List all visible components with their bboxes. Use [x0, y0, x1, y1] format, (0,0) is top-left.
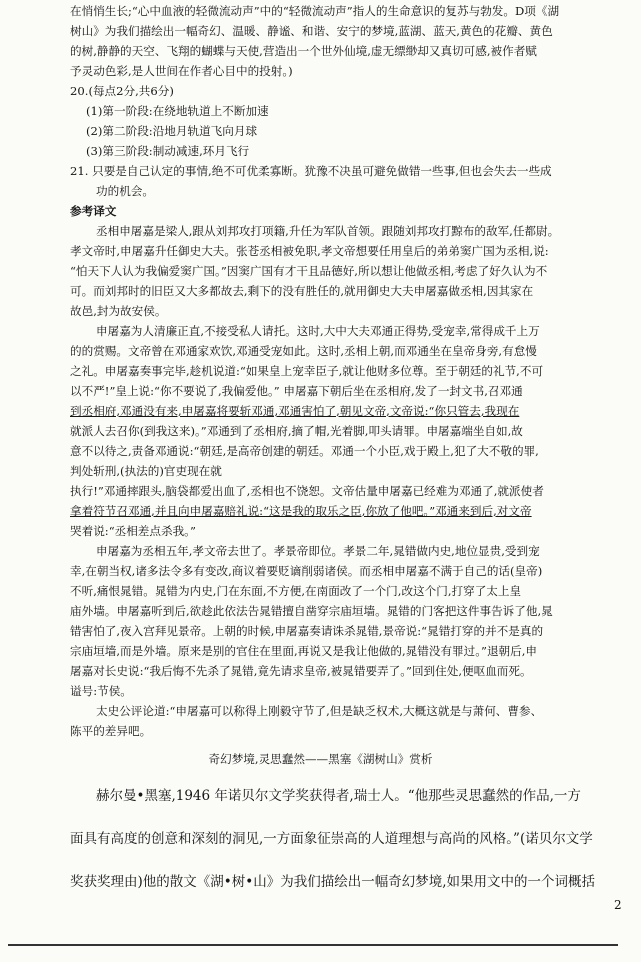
answer-item: (3)第三阶段:制动减速,环月飞行 — [86, 144, 250, 158]
text-line: 屠嘉对长史说:“我后悔不先杀了晁错,竟先请求皇帝,被晁错要弄了。”回到住处,便呕血而死。 — [70, 664, 532, 678]
text-line: 丞相申屠嘉是梁人,跟从刘邦攻打项籍,升任为军队首领。跟随刘邦攻打黥布的敌军,任都尉。 — [96, 224, 560, 238]
text-line: 的树,静静的天空、飞翔的蝴蝶与天使,营造出一个世外仙境,虚无缥缈却又真切可感,被作者赋 — [70, 44, 537, 58]
answer-item: (1)第一阶段:在绕地轨道上不断加速 — [86, 104, 269, 118]
text-line: 故邑,封为故安侯。 — [70, 304, 167, 318]
text-line: 申屠嘉为丞相五年,孝文帝去世了。孝景帝即位。孝景二年,晁错做内史,地位显贵,受到宠 — [96, 544, 540, 558]
answer-item: (2)第二阶段:沿地月轨道飞向月球 — [86, 124, 258, 138]
text-line: 到丞相府,邓通没有来,申屠嘉将要斩邓通,邓通害怕了,朝见文帝,文帝说:“你只管去,我现在 — [70, 404, 520, 418]
text-line: 孝文帝时,申屠嘉升任御史大夫。张苍丞相被免职,孝文帝想要任用皇后的弟弟窦广国为丞相,说: — [70, 244, 549, 258]
text-line: 就派人去召你(到我这来)。”邓通到了丞相府,摘了帽,光着脚,叩头请罪。申屠嘉端坐自如,故 — [70, 424, 523, 438]
text-line: 树山》为我们描绘出一幅奇幻、温暖、静谧、和谐、安宁的梦境,蓝湖、蓝天,黄色的花瓣、黄色 — [70, 24, 553, 38]
page-number: 2 — [614, 898, 622, 912]
text-line: 功的机会。 — [96, 184, 154, 198]
text-line: 的的赏赐。文帝曾在邓通家欢饮,邓通受宠如此。这时,丞相上朝,而邓通坐在皇帝身旁,有怠慢 — [70, 344, 537, 358]
text-line: 不听,痛恨晁错。晁错为内史,门在东面,不方便,在南面改了一个门,改这个门,打穿了太上皇 — [70, 584, 522, 598]
text-line: 21. 只要是自己认定的事情,绝不可优柔寡断。犹豫不决虽可避免做错一些事,但也会失去一些成 — [70, 164, 552, 178]
text-line: 以不严!”皇上说:“你不要说了,我偏爱他。” 申屠嘉下朝后坐在丞相府,发了一封文书,召邓通 — [70, 384, 523, 398]
text-line: 幸,在朝当权,诸多法令多有变改,商议着要贬谪削弱诸侯。而丞相申屠嘉不满于自己的话(皇帝) — [70, 564, 543, 578]
text-line: 赫尔曼•黑塞,1946 年诺贝尔文学奖获得者,瑞士人。“他那些灵思蠢然的作品,一方 — [96, 788, 581, 804]
text-line: 庙外墙。申屠嘉听到后,欲趁此依法告晁错擅自凿穿宗庙垣墙。晁错的门客把这件事告诉了他,晁 — [70, 604, 553, 618]
text-line: 意不以待之,责备邓通说:“朝廷,是高帝创建的朝廷。邓通一个小臣,戏于殿上,犯了大不敬的罪, — [70, 444, 539, 458]
text-line: 陈平的差异吧。 — [70, 724, 152, 738]
text-line: 判处斩刑,(执法的)官吏现在就 — [70, 464, 222, 478]
text-line: 执行!”邓通摔跟头,脑袋都爱出血了,丞相也不饶恕。文帝估量申屠嘉已经难为邓通了,就派使者 — [70, 484, 544, 498]
essay-title: 奇幻梦境,灵思蠢然——黑塞《湖树山》赏析 — [208, 752, 433, 766]
text-line: 面具有高度的创意和深刻的洞见,一方面象征崇高的人道理想与高尚的风格。”(诺贝尔文学 — [70, 831, 593, 847]
question-number: 20.(每点2分,共6分) — [70, 84, 174, 98]
text-line: “怕天下人认为我偏爱窦广国。”因窦广国有才干且品德好,所以想让他做丞相,考虑了好久认为不 — [70, 264, 548, 278]
text-line: 申屠嘉为人清廉正直,不接受私人请托。这时,大中大夫邓通正得势,受宠幸,常得成千上万 — [96, 324, 540, 338]
text-line: 在悄悄生长;“心中血液的轻微流动声”中的“轻微流动声”指人的生命意识的复苏与勃发。D项《湖 — [70, 4, 560, 18]
text-line: 之礼。申屠嘉奏事完毕,趁机说道:“如果皇上宠幸臣子,就让他财多位尊。至于朝廷的礼节,不可 — [70, 364, 544, 378]
text-line: 拿着符节召邓通,并且向申屠嘉赔礼说:“这是我的取乐之臣,你放了他吧。”邓通来到后,对文帝 — [70, 504, 532, 518]
bottom-rule — [8, 944, 618, 946]
text-line: 谥号:节侯。 — [70, 684, 132, 698]
text-line: 哭着说:“丞相差点杀我。” — [70, 524, 196, 538]
text-line: 太史公评论道:“申屠嘉可以称得上刚毅守节了,但是缺乏权术,大概这就是与萧何、曹参、 — [96, 704, 543, 718]
text-line: 可。而刘邦时的旧臣又大多都故去,剩下的没有胜任的,就用御史大夫申屠嘉做丞相,因其家在 — [70, 284, 534, 298]
section-heading: 参考译文 — [70, 204, 117, 218]
text-line: 宗庙垣墙,而是外墙。原来是别的官住在里面,再说又是我让他做的,晁错没有罪过。”退朝后,申 — [70, 644, 538, 658]
text-line: 错害怕了,夜入宫拜见景帝。上朝的时候,申屠嘉奏请诛杀晁错,景帝说:“晁错打穿的并不是真的 — [70, 624, 544, 638]
text-line: 奖获奖理由)他的散文《湖•树•山》为我们描绘出一幅奇幻梦境,如果用文中的一个词概括 — [70, 874, 595, 890]
text-line: 予灵动色彩,是人世间在作者心目中的投射。) — [70, 64, 293, 78]
